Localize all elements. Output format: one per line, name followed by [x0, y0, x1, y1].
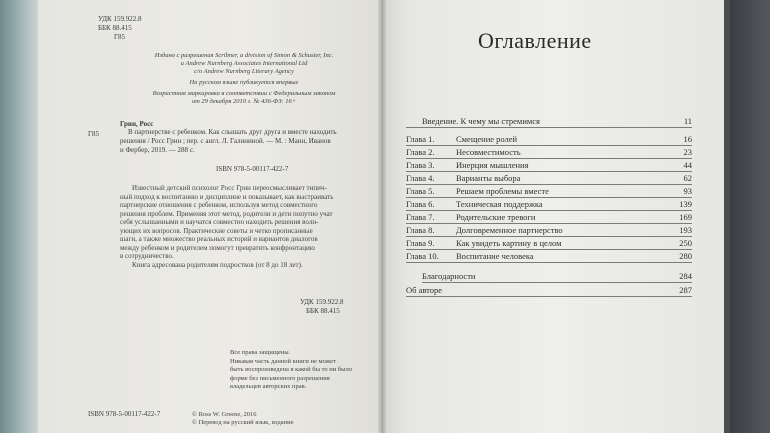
rights-line: быть воспроизведена в какой бы то ни было: [230, 366, 352, 373]
toc-chapter-title: Техническая поддержка: [456, 199, 543, 209]
license-line: c/o Andrew Nurnberg Literary Agency: [194, 68, 294, 75]
background-right: [730, 0, 770, 433]
toc-chapter-row: [382, 199, 724, 211]
bibliography-line: В партнерстве с ребенком. Как слышать друг друга и вместе находить: [128, 128, 337, 136]
license-line: Издано с разрешения Scribner, a division of Simon & Schuster, Inc.: [154, 52, 334, 59]
toc-chapter-title: Воспитание человека: [456, 251, 534, 261]
toc-chapter-title: Варианты выбора: [456, 173, 521, 183]
toc-leader-line: [406, 236, 692, 237]
rights-line: форме без письменного разрешения: [230, 374, 330, 382]
bibliography-line: и Фербер, 2019. — 288 с.: [120, 146, 195, 154]
toc-chapter-label: Глава 5.: [406, 186, 435, 196]
toc-chapter-row: [382, 147, 724, 159]
left-page: [38, 0, 384, 433]
annotation-line: решения проблем. Применяя этот метод, родители и дети попутно учат: [120, 209, 333, 218]
isbn-bottom: ISBN 978-5-00117-422-7: [88, 410, 161, 418]
toc-title: Оглавление: [478, 28, 592, 53]
toc-chapter-row: [382, 173, 724, 185]
toc-chapter-page: 250: [679, 238, 692, 248]
toc-chapter-row: [382, 212, 724, 224]
toc-chapter-page: 93: [683, 186, 692, 196]
isbn-mid: ISBN 978-5-00117-422-7: [216, 165, 289, 173]
right-page: [382, 0, 724, 433]
background-left: [0, 0, 40, 433]
toc-chapter-label: Глава 6.: [406, 199, 435, 209]
annotation-line: ный подход к воспитанию и дисциплине и показывает, как выстраивать: [120, 192, 334, 201]
toc-chapter-label: Глава 7.: [406, 212, 435, 222]
toc-chapter-row: [382, 251, 724, 263]
toc-leader-line: [406, 210, 692, 211]
toc-chapter-label: Глава 4.: [406, 173, 435, 183]
bbk-bottom: ББК 88.415: [306, 307, 340, 315]
annotation: [120, 184, 358, 269]
toc-intro-title: Введение. К чему мы стремимся: [422, 116, 540, 126]
book-gutter: [378, 0, 386, 433]
copyright-line: © Перевод на русский язык, издание: [192, 419, 294, 426]
toc-chapter-page: 62: [683, 173, 692, 183]
license-line: На русском языке публикуется впервые: [189, 79, 299, 86]
rights-line: владельцев авторских прав.: [230, 383, 307, 390]
toc-leader-line: [406, 127, 692, 128]
toc-leader-line: [422, 282, 692, 283]
annotation-line: Известный детский психолог Росс Грин переосмысливает типич-: [132, 184, 327, 192]
annotation-line: Книга адресована родителям подростков (от 8 до 18 лет).: [132, 260, 303, 269]
toc-leader-line: [406, 145, 692, 146]
udk-bottom: УДК 159.922.8: [300, 298, 344, 306]
toc-chapter-page: 280: [679, 251, 692, 261]
toc-leader-line: [406, 184, 692, 185]
toc-chapter-page: 193: [679, 225, 692, 235]
annotation-line: шаги, а также множество реальных историй и вариантов диалогов: [120, 235, 318, 243]
toc-about-title: Об авторе: [406, 285, 443, 295]
toc-chapter-row: [382, 186, 724, 198]
rights-block: [230, 349, 352, 392]
toc-chapter-title: Как увидеть картину в целом: [456, 238, 562, 248]
toc-chapter-title: Родительские тревоги: [456, 212, 536, 222]
toc-chapter-page: 44: [683, 160, 692, 170]
annotation-line: ующих их вопросов. Практические советы и четко прописанные: [120, 226, 313, 235]
toc-leader-line: [406, 197, 692, 198]
toc-chapter-row: [382, 238, 724, 250]
annotation-line: между ребенком и родителем помогут превратить конфронтацию: [120, 243, 315, 252]
toc-leader-line: [406, 296, 692, 297]
toc-chapter-label: Глава 2.: [406, 147, 435, 157]
annotation-line: партнерские отношения с ребенком, используя метод совместного: [120, 201, 318, 209]
toc-chapter-label: Глава 1.: [406, 134, 435, 144]
rights-line: Все права защищены.: [230, 349, 291, 356]
toc-leader-line: [406, 262, 692, 263]
toc-chapter-row: [382, 134, 724, 146]
toc-leader-line: [406, 171, 692, 172]
bibliography-line: решения / Росс Грин ; пер. с англ. Л. Галининой. — М. : Манн, Иванов: [120, 137, 331, 145]
copyright-line: © Ross W. Greene, 2016: [192, 411, 257, 418]
toc-chapter-page: 16: [683, 134, 692, 144]
toc-chapter-page: 23: [683, 147, 692, 157]
code-side: Г85: [88, 130, 100, 138]
license-line: от 29 декабря 2010 г. № 436-ФЗ: 16+: [191, 98, 297, 105]
toc-intro: [382, 116, 724, 128]
toc-leader-line: [406, 158, 692, 159]
annotation-line: себя услышанными и научатся совместно находить решения волн-: [120, 218, 319, 226]
toc-chapter-page: 169: [679, 212, 692, 222]
license-line: Возрастная маркировка в соответствии с Федеральным законом: [152, 90, 336, 97]
license-line: и Andrew Nurnberg Associates International Ltd: [180, 60, 308, 67]
toc-chapter-label: Глава 9.: [406, 238, 435, 248]
license-block: [134, 52, 354, 106]
bbk-top: ББК 88.415: [98, 24, 132, 32]
toc-leader-line: [406, 223, 692, 224]
code-top: Г85: [114, 33, 126, 41]
toc-thanks-page: 284: [679, 271, 692, 281]
toc-intro-page: 11: [683, 116, 692, 126]
annotation-line: в сотрудничество.: [120, 252, 174, 260]
toc-chapter-title: Инерция мышления: [456, 160, 529, 170]
toc-chapter-title: Несовместимость: [456, 147, 521, 157]
toc-chapter-title: Смещение ролей: [456, 134, 518, 144]
toc-about: [382, 285, 724, 297]
toc-chapter-page: 139: [679, 199, 692, 209]
toc-chapter-row: [382, 160, 724, 172]
toc-chapter-label: Глава 8.: [406, 225, 435, 235]
author: Грин, Росс: [120, 120, 154, 128]
toc-thanks: [382, 271, 724, 283]
rights-line: Никакая часть данной книги не может: [230, 357, 336, 365]
udk-top: УДК 159.922.8: [98, 15, 142, 23]
toc-leader-line: [406, 249, 692, 250]
toc-chapter-title: Решаем проблемы вместе: [456, 186, 549, 196]
toc-thanks-title: Благодарности: [422, 271, 476, 281]
copyright-block: [192, 411, 294, 427]
toc-chapter-row: [382, 225, 724, 237]
toc-chapter-title: Долговременное партнерство: [456, 225, 563, 235]
toc-chapter-label: Глава 3.: [406, 160, 435, 170]
toc-about-page: 287: [679, 285, 692, 295]
toc-chapter-label: Глава 10.: [406, 251, 439, 261]
